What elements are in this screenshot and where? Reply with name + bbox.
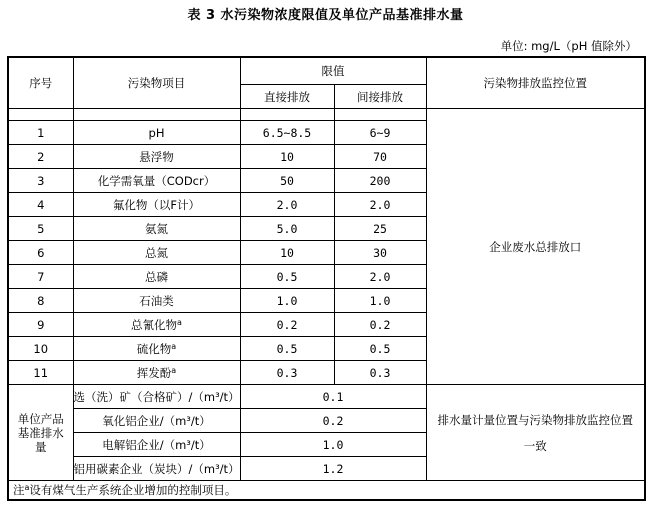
row-indirect: 0.2 [334, 313, 426, 337]
row-indirect: 70 [334, 145, 426, 169]
footnote [8, 481, 645, 501]
row-item-label: 总磷 [145, 269, 168, 284]
row-item [73, 145, 240, 169]
spacer-row [8, 109, 645, 121]
row-number: 9 [8, 313, 73, 337]
row-item-label: pH [148, 125, 165, 140]
header-direct: 直接排放 [240, 85, 334, 109]
footnote-text: 设有煤气生产系统企业增加的控制项目。 [29, 483, 237, 497]
row-item-label: 化学需氧量（CODcr） [97, 173, 216, 188]
row-indirect: 0.3 [334, 361, 426, 385]
row-indirect: 2.0 [334, 193, 426, 217]
monitor-location-line: 一致 [523, 438, 547, 453]
row-item-label: 硫化物 [136, 341, 172, 356]
row-direct: 6.5~8.5 [240, 121, 334, 145]
row-direct: 10 [240, 145, 334, 169]
row-item [73, 121, 240, 145]
row-indirect: 0.5 [334, 337, 426, 361]
product-label-line: 单位产品 [17, 411, 64, 426]
row-item [73, 241, 240, 265]
row-number: 1 [8, 121, 73, 145]
product-label-line: 量 [35, 439, 47, 454]
product-item: 氧化铝企业/（m³/t） [73, 409, 240, 433]
row-number: 3 [8, 169, 73, 193]
row-indirect: 200 [334, 169, 426, 193]
row-item [73, 337, 240, 361]
row-number: 2 [8, 145, 73, 169]
row-item-label: 挥发酚 [136, 365, 172, 380]
row-number: 11 [8, 361, 73, 385]
product-value: 1.2 [240, 457, 426, 481]
row-item [73, 289, 240, 313]
footnote-marker: a [24, 483, 30, 492]
row-item-label: 氨氮 [145, 221, 168, 236]
monitor-location-product [426, 385, 645, 481]
row-indirect: 2.0 [334, 265, 426, 289]
row-direct: 5.0 [240, 217, 334, 241]
row-direct: 50 [240, 169, 334, 193]
footnote-row [8, 481, 645, 501]
row-direct: 0.5 [240, 265, 334, 289]
row-number: 10 [8, 337, 73, 361]
row-direct: 0.3 [240, 361, 334, 385]
product-item: 电解铝企业/（m³/t） [73, 433, 240, 457]
footnote-prefix: 注 [13, 483, 25, 497]
row-number: 8 [8, 289, 73, 313]
row-number: 6 [8, 241, 73, 265]
table-title: 表 3 水污染物浓度限值及单位产品基准排水量 [187, 8, 464, 23]
pollutant-limits-table [7, 56, 646, 501]
row-direct: 0.5 [240, 337, 334, 361]
row-item [73, 313, 240, 337]
product-item: 选（洗）矿（合格矿）/（m³/t） [73, 385, 240, 409]
row-number: 7 [8, 265, 73, 289]
row-number: 4 [8, 193, 73, 217]
row-direct: 10 [240, 241, 334, 265]
monitor-location-line: 排水量计量位置与污染物排放监控位置 [437, 412, 633, 427]
footnote-marker: a [171, 341, 177, 351]
row-item-label: 氟化物（以F计） [112, 197, 201, 212]
row-direct: 1.0 [240, 289, 334, 313]
product-label-line: 基准排水 [17, 425, 64, 440]
row-indirect: 25 [334, 217, 426, 241]
row-indirect: 30 [334, 241, 426, 265]
product-item: 铝用碳素企业（炭块）/（m³/t） [73, 457, 240, 481]
row-indirect: 6~9 [334, 121, 426, 145]
row-indirect: 1.0 [334, 289, 426, 313]
row-item [73, 265, 240, 289]
product-value: 0.2 [240, 409, 426, 433]
product-value: 0.1 [240, 385, 426, 409]
row-item [73, 169, 240, 193]
row-item [73, 193, 240, 217]
row-item-label: 总氮 [145, 245, 168, 260]
row-item [73, 217, 240, 241]
row-item [73, 361, 240, 385]
footnote-marker: a [171, 365, 177, 375]
unit-note: 单位: mg/L（pH 值除外） [500, 39, 637, 53]
product-benchmark-label [8, 385, 73, 481]
header-indirect: 间接排放 [334, 85, 426, 109]
product-row [8, 385, 645, 409]
header-limit: 限值 [240, 57, 426, 85]
row-item-label: 总氰化物 [131, 317, 178, 332]
product-value: 1.0 [240, 433, 426, 457]
row-direct: 2.0 [240, 193, 334, 217]
row-item-label: 石油类 [139, 293, 174, 308]
monitor-location-main: 企业废水总排放口 [426, 109, 645, 385]
row-number: 5 [8, 217, 73, 241]
row-direct: 0.2 [240, 313, 334, 337]
header-monitor: 污染物排放监控位置 [426, 57, 645, 109]
footnote-marker: a [177, 317, 182, 327]
header-item: 污染物项目 [73, 57, 240, 109]
row-item-label: 悬浮物 [139, 149, 174, 164]
header-seq: 序号 [8, 57, 73, 109]
